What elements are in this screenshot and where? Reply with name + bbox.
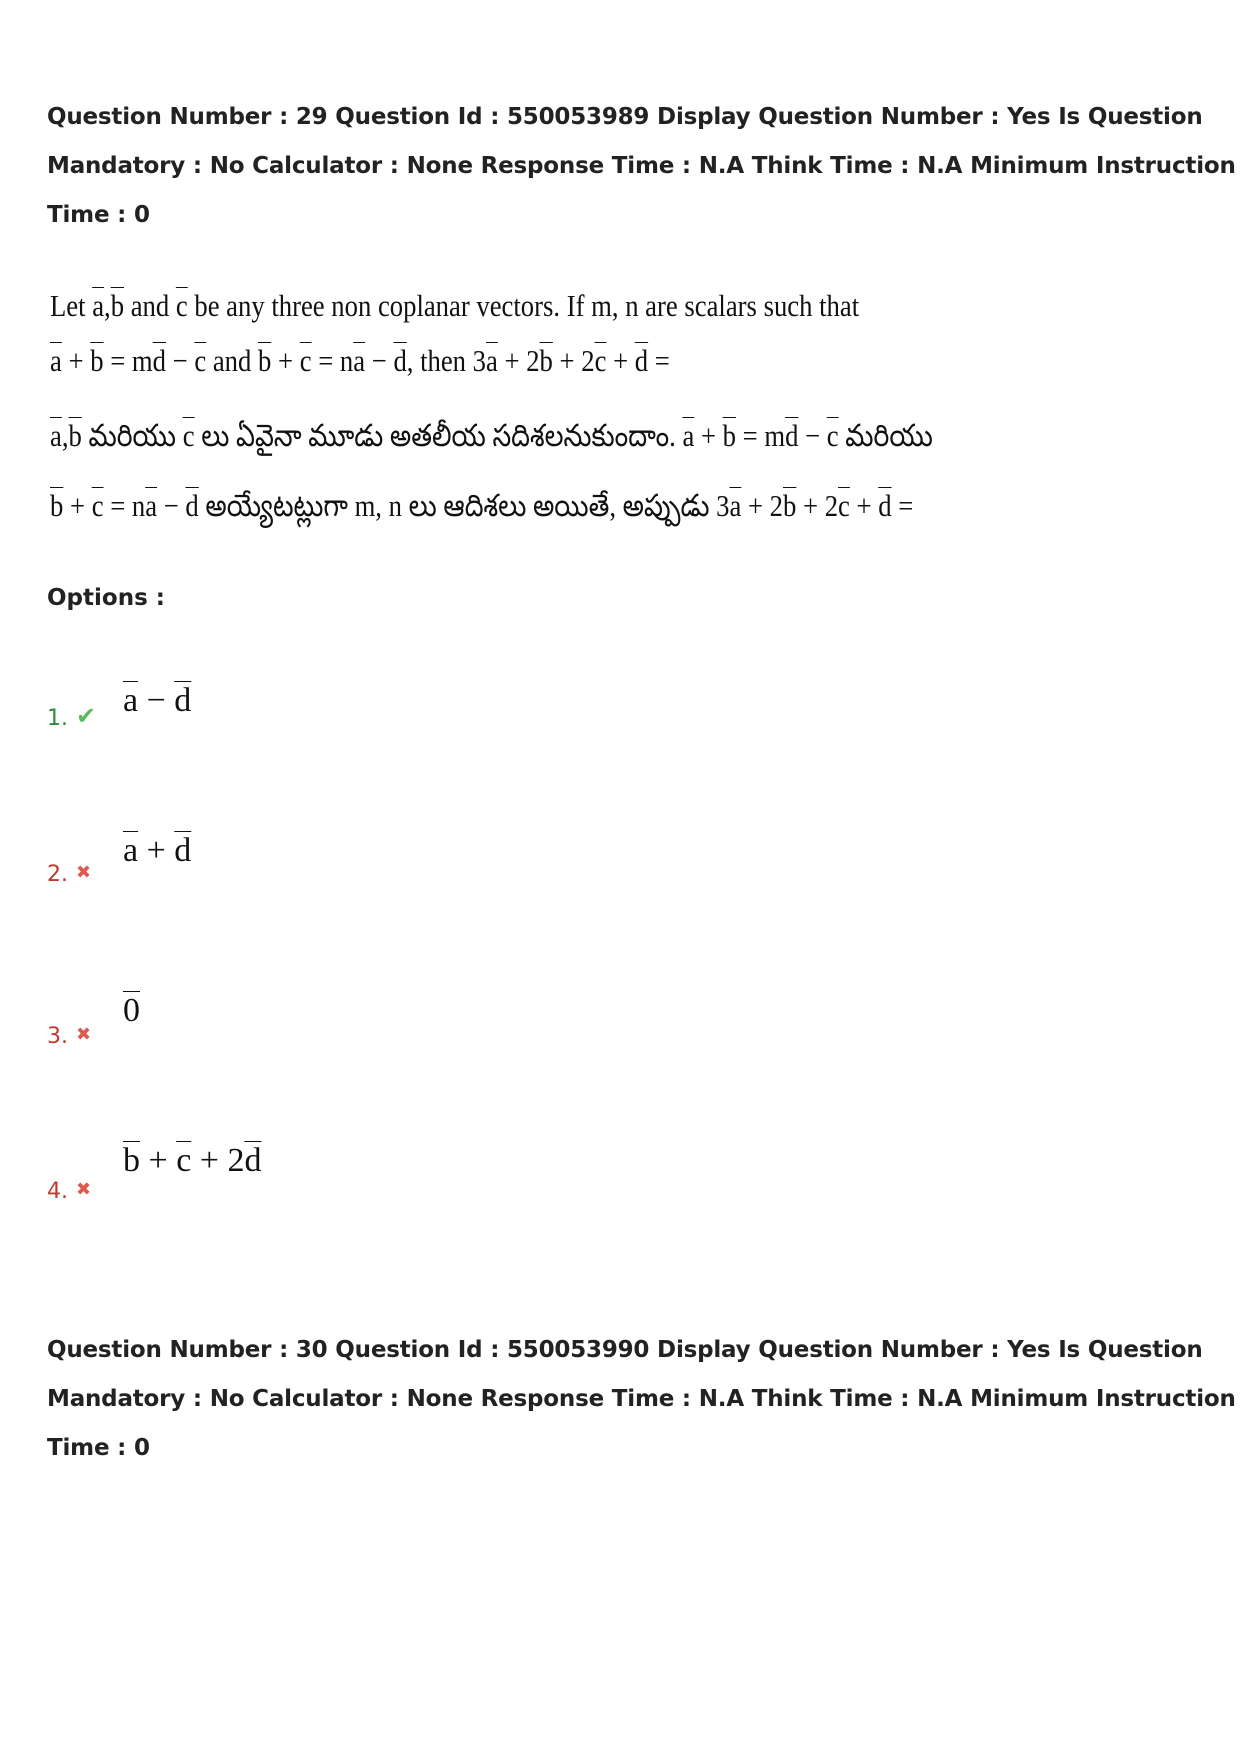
cross-icon: ✖ xyxy=(76,862,92,883)
question-header-line: Question Number : 30 Question Id : 550053990 Display Question Number : Yes Is Question xyxy=(47,1337,1203,1363)
option-number: 4. xyxy=(47,1179,68,1204)
options-title: Options : xyxy=(47,585,165,611)
option-expression: 0 xyxy=(123,992,140,1029)
cross-icon: ✖ xyxy=(76,1179,92,1200)
cross-icon: ✖ xyxy=(76,1024,92,1045)
check-icon: ✔ xyxy=(76,702,97,730)
question-29-header xyxy=(47,93,1236,240)
question-header-line: Question Number : 29 Question Id : 550053989 Display Question Number : Yes Is Question xyxy=(47,104,1203,130)
option-number: 1. xyxy=(47,706,68,731)
question-header-line: Mandatory : No Calculator : None Response Time : N.A Think Time : N.A Minimum Instruction xyxy=(47,153,1236,179)
question-telugu-line-2: $\overline{b} + \overline{c} = n\overline{a} - \overline{d}$ అయ్యేటట్లుగా m, n లు ఆదిశలు అయితే, అప్పుడు $3\overline{a} + 2\overline{b} + 2\overline{c} + \overline{d}$ = xyxy=(50,488,914,523)
question-29-body xyxy=(50,288,950,558)
option-expression: $\overline{a} - \overline{d}$ xyxy=(123,682,192,719)
question-english-line-1: Let $\overline{a},\overline{b}$ and $\overline{c}$ be any three non coplanar vectors. If m, n are scalars such that xyxy=(50,288,860,323)
question-telugu-line-1: $\overline{a},\overline{b}$ మరియు $\overline{c}$ లు ఏవైనా మూడు అతలీయ సదిశలనుకుందాం. $\overline{a} + \overline{b} = m\overline{d} - \overline{c}$ మరియు xyxy=(50,418,933,453)
question-header-line: Mandatory : No Calculator : None Response Time : N.A Think Time : N.A Minimum Instruction xyxy=(47,1386,1236,1412)
option-number: 2. xyxy=(47,862,68,887)
option-expression: $\overline{b} + \overline{c} + 2\overline{d}$ xyxy=(123,1142,262,1179)
question-30-header xyxy=(47,1326,1236,1473)
option-number: 3. xyxy=(47,1024,68,1049)
option-expression: $\overline{a} + \overline{d}$ xyxy=(123,832,192,869)
question-header-line: Time : 0 xyxy=(47,1435,150,1461)
question-english-line-2: $\overline{a} + \overline{b} = m\overline{d} - \overline{c}$ and $\overline{b} + \overline{c} = n\overline{a} - \overline{d}$, then $3\overline{a} + 2\overline{b} + 2\overline{c} + \overline{d}$ = xyxy=(50,343,670,378)
question-header-line: Time : 0 xyxy=(47,202,150,228)
